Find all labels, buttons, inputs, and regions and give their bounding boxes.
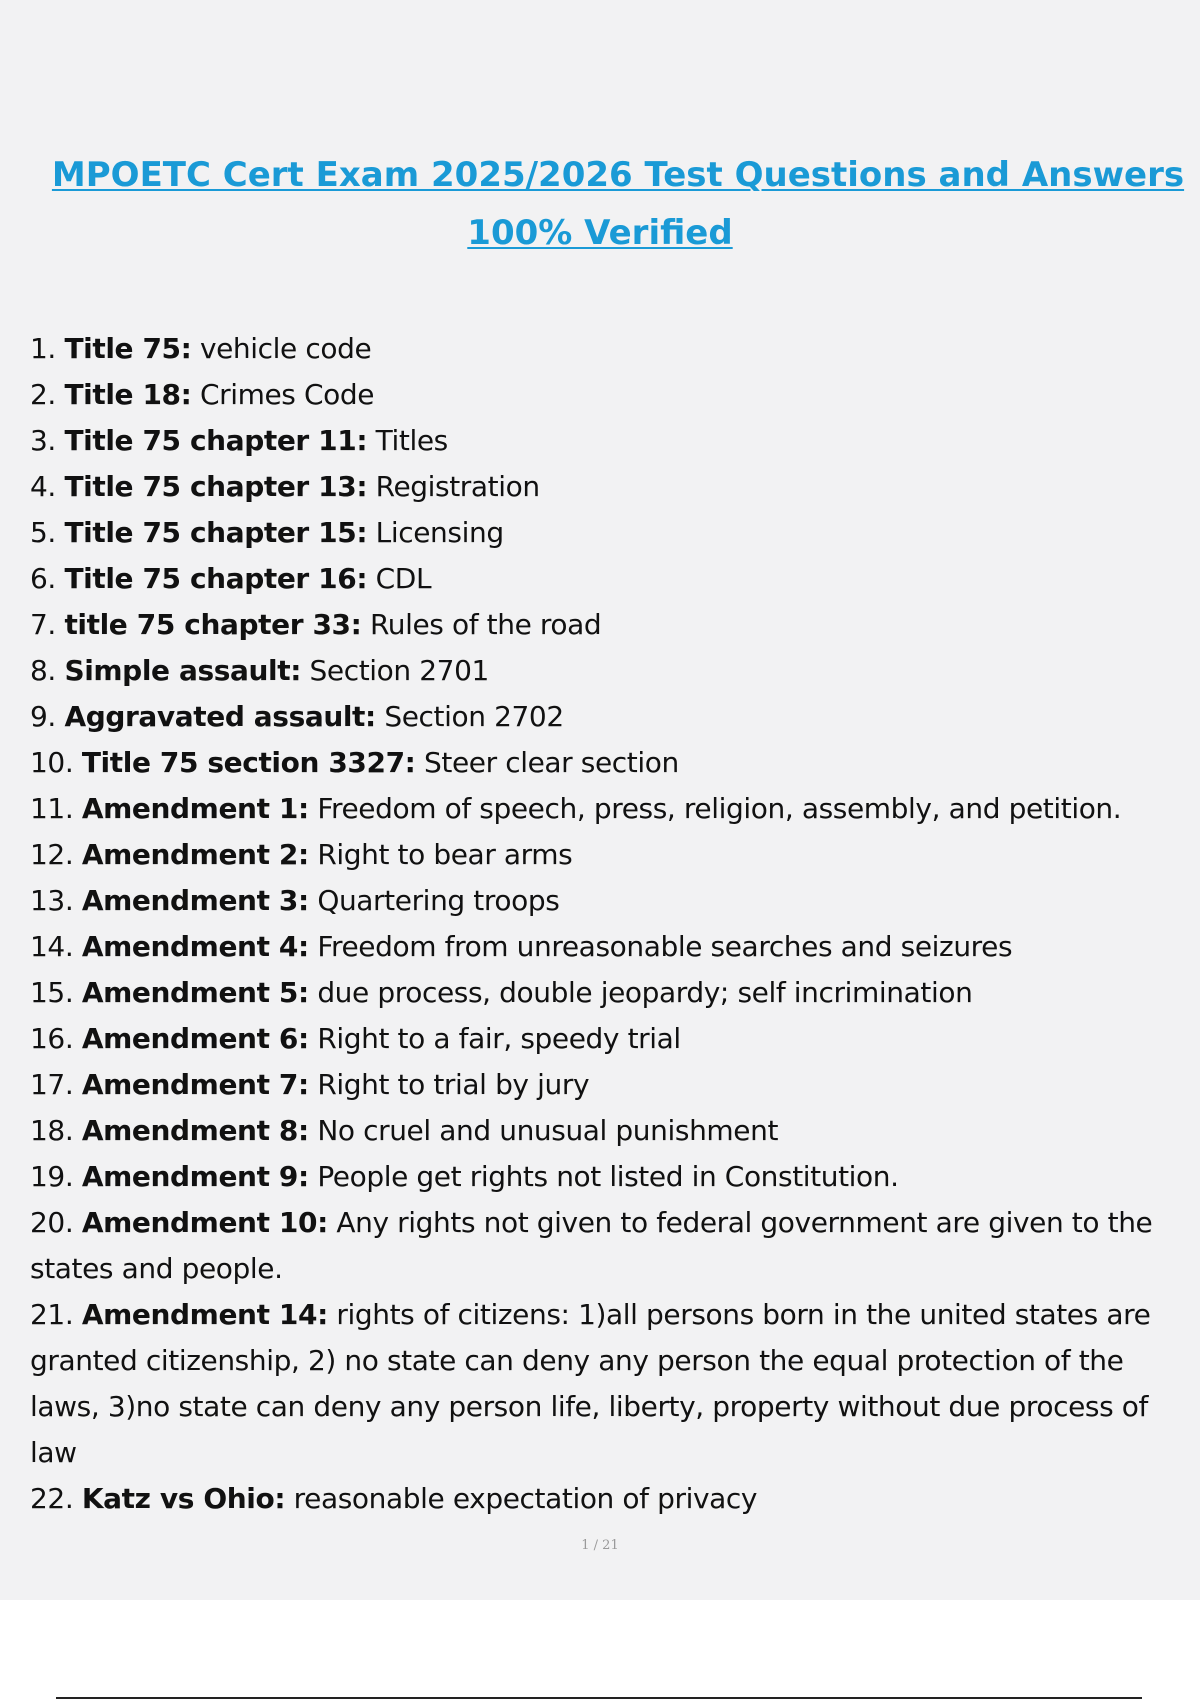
item-term: Title 18:: [64, 378, 192, 411]
item-term: Amendment 5:: [81, 976, 309, 1009]
qa-item: [30, 970, 1180, 1016]
item-definition: Freedom of speech, press, religion, assembly, and petition.: [317, 792, 1122, 825]
qa-item: [30, 326, 1180, 372]
item-term: Amendment 3:: [81, 884, 309, 917]
item-term: Amendment 10:: [81, 1206, 328, 1239]
item-term: Amendment 9:: [81, 1160, 309, 1193]
item-number: 2.: [30, 378, 56, 411]
qa-item: [30, 464, 1180, 510]
item-definition: due process, double jeopardy; self incrimination: [317, 976, 973, 1009]
qa-item: [30, 1108, 1180, 1154]
page-number: 1 / 21: [581, 1538, 619, 1553]
item-definition: Freedom from unreasonable searches and seizures: [317, 930, 1013, 963]
qa-item: [30, 1062, 1180, 1108]
item-number: 1.: [30, 332, 56, 365]
item-definition: Steer clear section: [424, 746, 679, 779]
qa-item: [30, 418, 1180, 464]
item-definition: Crimes Code: [199, 378, 375, 411]
item-term: Title 75 chapter 16:: [64, 562, 368, 595]
item-definition: vehicle code: [199, 332, 372, 365]
item-number: 12.: [30, 838, 74, 871]
document-title: [0, 146, 1200, 262]
item-number: 13.: [30, 884, 74, 917]
item-number: 17.: [30, 1068, 74, 1101]
item-term: Amendment 2:: [81, 838, 309, 871]
item-term: Amendment 7:: [81, 1068, 309, 1101]
qa-item: [30, 832, 1180, 878]
item-definition: Licensing: [375, 516, 504, 549]
item-definition: Any rights not given to federal government are given to the states and people.: [30, 1206, 1153, 1285]
item-term: Simple assault:: [64, 654, 301, 687]
title-line-2: 100% Verified: [467, 213, 733, 253]
item-definition: Section 2701: [309, 654, 489, 687]
qa-item: [30, 924, 1180, 970]
qa-item: [30, 1476, 1180, 1522]
qa-item: [30, 740, 1180, 786]
item-definition: No cruel and unusual punishment: [317, 1114, 779, 1147]
item-term: title 75 chapter 33:: [64, 608, 362, 641]
item-number: 8.: [30, 654, 56, 687]
qa-item: [30, 694, 1180, 740]
qa-item: [30, 1154, 1180, 1200]
qa-item: [30, 1200, 1180, 1292]
qa-item: [30, 1016, 1180, 1062]
item-number: 6.: [30, 562, 56, 595]
qa-item: [30, 556, 1180, 602]
item-number: 16.: [30, 1022, 74, 1055]
item-definition: reasonable expectation of privacy: [293, 1482, 758, 1515]
item-definition: Right to a fair, speedy trial: [317, 1022, 681, 1055]
item-term: Title 75 section 3327:: [81, 746, 416, 779]
item-definition: Rules of the road: [369, 608, 602, 641]
item-term: Title 75 chapter 13:: [64, 470, 368, 503]
item-definition: Quartering troops: [317, 884, 560, 917]
item-definition: CDL: [375, 562, 432, 595]
qa-item: [30, 602, 1180, 648]
item-number: 11.: [30, 792, 74, 825]
item-term: Amendment 8:: [81, 1114, 309, 1147]
question-answer-list: [30, 326, 1180, 1522]
item-definition: Section 2702: [384, 700, 564, 733]
item-number: 20.: [30, 1206, 74, 1239]
item-number: 9.: [30, 700, 56, 733]
item-number: 7.: [30, 608, 56, 641]
item-term: Aggravated assault:: [64, 700, 376, 733]
item-term: Title 75:: [64, 332, 192, 365]
qa-item: [30, 878, 1180, 924]
item-definition: Right to bear arms: [317, 838, 573, 871]
item-number: 15.: [30, 976, 74, 1009]
item-definition: Titles: [375, 424, 448, 457]
qa-item: [30, 648, 1180, 694]
item-term: Amendment 1:: [81, 792, 309, 825]
divider-line: [56, 1697, 1142, 1699]
item-definition: People get rights not listed in Constitution.: [317, 1160, 899, 1193]
item-number: 19.: [30, 1160, 74, 1193]
item-definition: Registration: [375, 470, 540, 503]
item-number: 22.: [30, 1482, 74, 1515]
item-term: Title 75 chapter 15:: [64, 516, 368, 549]
item-term: Amendment 4:: [81, 930, 309, 963]
item-number: 21.: [30, 1298, 74, 1331]
title-line-1: MPOETC Cert Exam 2025/2026 Test Questions and Answers: [51, 155, 1185, 195]
item-term: Title 75 chapter 11:: [64, 424, 368, 457]
item-number: 4.: [30, 470, 56, 503]
item-definition: Right to trial by jury: [317, 1068, 590, 1101]
item-number: 5.: [30, 516, 56, 549]
item-term: Katz vs Ohio:: [81, 1482, 286, 1515]
item-number: 14.: [30, 930, 74, 963]
item-number: 18.: [30, 1114, 74, 1147]
item-term: Amendment 14:: [81, 1298, 328, 1331]
item-number: 10.: [30, 746, 74, 779]
qa-item: [30, 372, 1180, 418]
item-number: 3.: [30, 424, 56, 457]
qa-item: [30, 510, 1180, 556]
item-term: Amendment 6:: [81, 1022, 309, 1055]
qa-item: [30, 786, 1180, 832]
item-definition: rights of citizens: 1)all persons born in the united states are granted citizenship, 2) no state can deny any person the equal protection of the laws, 3)no state can deny any person life, liberty, property without due process of law: [30, 1298, 1151, 1469]
qa-item: [30, 1292, 1180, 1476]
